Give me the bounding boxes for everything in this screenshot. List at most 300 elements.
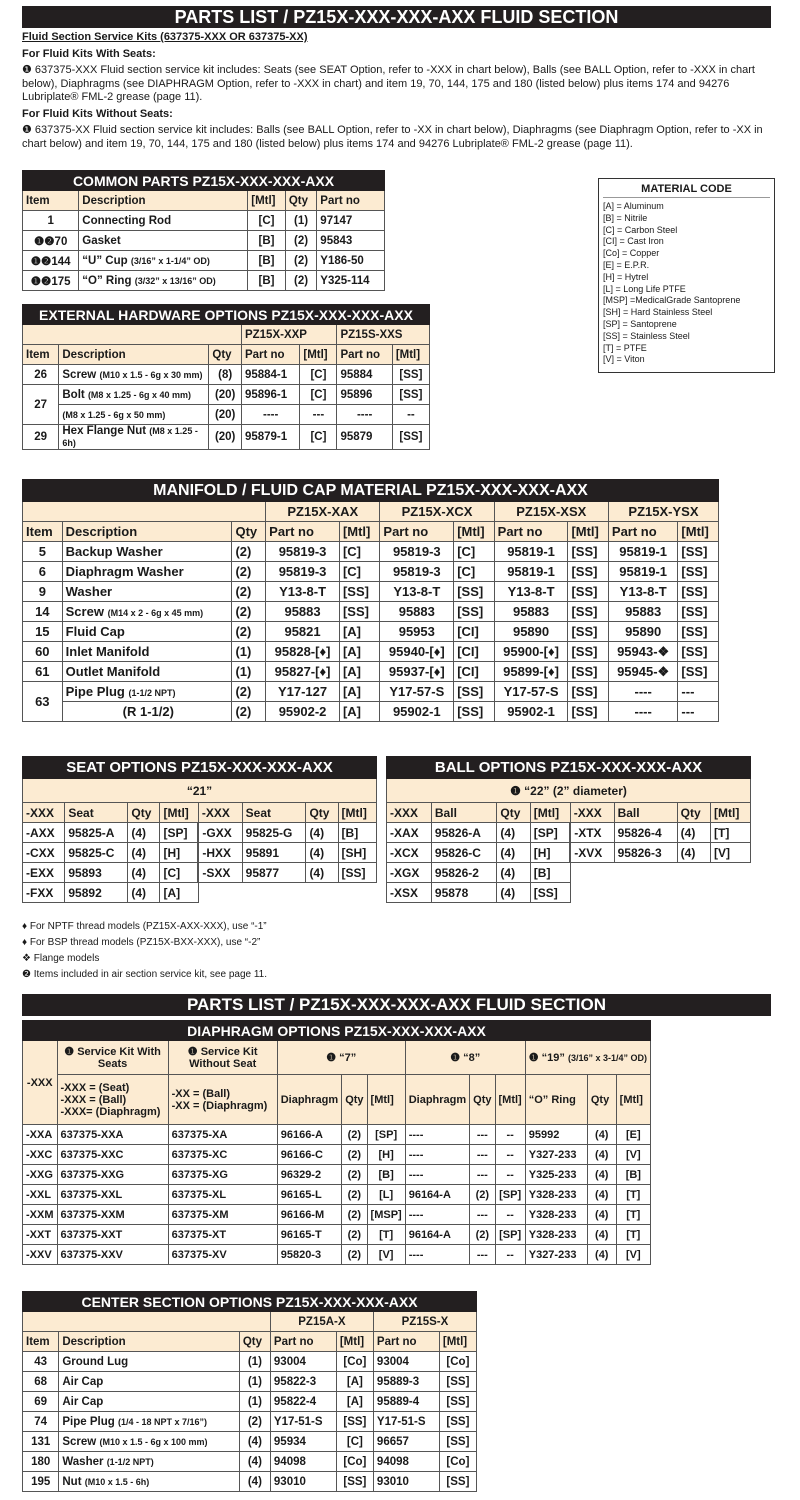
seat-header: Qty bbox=[306, 803, 338, 823]
qty: (2) bbox=[285, 271, 316, 291]
h-oring-19: “O” Ring bbox=[525, 1075, 587, 1125]
table-row bbox=[23, 642, 719, 662]
ball-cell: [B] bbox=[530, 863, 570, 883]
item-no: 14 bbox=[23, 602, 63, 622]
ball-cell: 95826-2 bbox=[431, 863, 497, 883]
part-no: Y17-51-S bbox=[270, 1412, 336, 1432]
part-no: [C] bbox=[454, 542, 494, 562]
desc-label: Screw bbox=[62, 368, 97, 381]
part-no: [SS] bbox=[454, 702, 494, 722]
description bbox=[62, 662, 232, 682]
manifold-table bbox=[22, 479, 719, 722]
desc-spec: (1-1/2 NPT) bbox=[128, 688, 176, 698]
part-no: [SS] bbox=[678, 662, 719, 682]
diaphragm-cell: 637375-XL bbox=[168, 1185, 277, 1205]
material: 95940-[♦] bbox=[380, 642, 454, 662]
diaphragm-cell: (4) bbox=[587, 1145, 616, 1165]
part-no: [SS] bbox=[568, 622, 608, 642]
group-19-spec: (3/16” x 3-1/4” OD) bbox=[567, 1053, 647, 1063]
qty: (2) bbox=[285, 231, 316, 251]
diaphragm-cell: [T] bbox=[616, 1205, 650, 1225]
seat-cell: -CXX bbox=[23, 843, 65, 863]
part-no: Y17-51-S bbox=[373, 1412, 439, 1432]
material: 95828-[♦] bbox=[266, 642, 340, 662]
center-group1: PZ15A-X bbox=[270, 1312, 373, 1332]
part-no: 93010 bbox=[270, 1472, 336, 1492]
item-no: 5 bbox=[23, 542, 63, 562]
cell-m1: [C] bbox=[300, 385, 337, 405]
cell-p1: 95896-1 bbox=[241, 385, 299, 405]
material: [Co] bbox=[439, 1352, 476, 1372]
desc-label: Gasket bbox=[82, 234, 121, 247]
material-code-item: [A] = Aluminum bbox=[603, 201, 664, 211]
desc-spec: (M8 x 1.25 - 6g x 40 mm) bbox=[87, 389, 191, 400]
cell-m2: -- bbox=[392, 405, 429, 425]
eh-group1: PZ15X-XXP bbox=[241, 325, 337, 345]
diaphragm-cell: 637375-XA bbox=[168, 1125, 277, 1145]
ball-cell: -XTX bbox=[570, 823, 614, 843]
without-note-2: -XX = (Diaphragm) bbox=[171, 1099, 268, 1112]
desc-label: Backup Washer bbox=[65, 544, 163, 559]
part-no: Y325-114 bbox=[317, 271, 385, 291]
diaphragm-cell: --- bbox=[470, 1125, 495, 1145]
ct-header: [Mtl] bbox=[336, 1332, 373, 1352]
cell-p2: 95896 bbox=[337, 385, 392, 405]
diaphragm-cell: -XXA bbox=[23, 1125, 58, 1145]
part-no: (2) bbox=[232, 602, 266, 622]
ball-cell: 95878 bbox=[431, 883, 497, 903]
ball-header: Ball bbox=[431, 803, 497, 823]
part-no: [SS] bbox=[678, 582, 719, 602]
diaphragm-cell: [T] bbox=[616, 1185, 650, 1205]
seat-cell: [C] bbox=[160, 863, 198, 883]
part-no: (2) bbox=[232, 682, 266, 702]
seat-cell: 95825-G bbox=[242, 823, 306, 843]
table-row bbox=[23, 823, 377, 843]
with-note-3: -XXX= (Diaphragm) bbox=[60, 1105, 161, 1118]
part-no: [C] bbox=[339, 562, 379, 582]
part-no: [SS] bbox=[678, 542, 719, 562]
material-code-item: [MSP] =MedicalGrade Santoprene bbox=[603, 295, 741, 306]
description bbox=[62, 542, 232, 562]
material: 95945-❖ bbox=[608, 662, 678, 682]
material-code-item: [L] = Long Life PTFE bbox=[603, 283, 686, 294]
diaphragm-cell: (4) bbox=[587, 1205, 616, 1225]
diaphragm-cell: (4) bbox=[587, 1185, 616, 1205]
ball-cell bbox=[570, 863, 614, 883]
with-seat-notes bbox=[57, 1075, 168, 1125]
material: 95890 bbox=[494, 622, 568, 642]
diaphragm-cell: 637375-XXA bbox=[57, 1125, 168, 1145]
desc-spec: (1/4 - 18 NPT x 7/16”) bbox=[117, 1416, 208, 1427]
diaphragm-cell: 637375-XC bbox=[168, 1145, 277, 1165]
item-no: 60 bbox=[23, 642, 63, 662]
kit-without-seat: ❶ Service Kit Without Seat bbox=[168, 1041, 277, 1075]
diaphragm-cell: (2) bbox=[342, 1245, 367, 1265]
part-no: [SS] bbox=[339, 602, 379, 622]
part-no: 94098 bbox=[270, 1452, 336, 1472]
diaphragm-cell: Y328-233 bbox=[525, 1185, 587, 1205]
diaphragm-cell: 96329-2 bbox=[277, 1165, 341, 1185]
cell-qty: (8) bbox=[209, 365, 242, 385]
cp-header: Description bbox=[79, 191, 248, 211]
material: 95900-[♦] bbox=[494, 642, 568, 662]
part-no: (2) bbox=[232, 622, 266, 642]
description bbox=[59, 1352, 240, 1372]
material: Y17-57-S bbox=[494, 682, 568, 702]
diaphragm-cell: 96166-C bbox=[277, 1145, 341, 1165]
part-no: (2) bbox=[232, 582, 266, 602]
part-no: [A] bbox=[339, 682, 379, 702]
ball-cell: (4) bbox=[677, 823, 710, 843]
material: Y17-57-S bbox=[380, 682, 454, 702]
with-note-1: -XXX = (Seat) bbox=[60, 1081, 130, 1094]
part-no: [SS] bbox=[678, 562, 719, 582]
diaphragm-cell: -- bbox=[495, 1145, 525, 1165]
h-mtl-19: [Mtl] bbox=[616, 1075, 650, 1125]
ball-cell: -XCX bbox=[387, 843, 432, 863]
item-no: 26 bbox=[23, 365, 59, 385]
eh-header: Qty bbox=[209, 345, 242, 365]
table-row bbox=[23, 1452, 477, 1472]
description bbox=[62, 582, 232, 602]
seat-cell: [B] bbox=[338, 823, 376, 843]
ball-cell: (4) bbox=[497, 823, 530, 843]
seat-cell: 95877 bbox=[242, 863, 306, 883]
h-diaphragm-7: Diaphragm bbox=[277, 1075, 341, 1125]
item-no: 68 bbox=[23, 1372, 59, 1392]
description bbox=[59, 1452, 240, 1472]
table-row bbox=[23, 542, 719, 562]
desc-label: Outlet Manifold bbox=[65, 664, 161, 679]
mf-header: [Mtl] bbox=[678, 522, 719, 542]
center-title: CENTER SECTION OPTIONS PZ15X-XXX-XXX-AXX bbox=[23, 1292, 477, 1312]
qty: (4) bbox=[239, 1432, 270, 1452]
diaphragm-cell: Y327-233 bbox=[525, 1245, 587, 1265]
part-no: 95889-4 bbox=[373, 1392, 439, 1412]
material: 95819-1 bbox=[608, 542, 678, 562]
h-qty-7: Qty bbox=[342, 1075, 367, 1125]
item-no: 69 bbox=[23, 1392, 59, 1412]
material: 95902-1 bbox=[494, 702, 568, 722]
diaphragm-cell: -XXM bbox=[23, 1205, 58, 1225]
material: 95953 bbox=[380, 622, 454, 642]
item-no: ❶❷175 bbox=[23, 271, 79, 291]
qty: (1) bbox=[239, 1372, 270, 1392]
item-no: 131 bbox=[23, 1432, 59, 1452]
ball-cell bbox=[677, 863, 710, 883]
desc-label: Nut bbox=[62, 1475, 82, 1488]
desc-spec: (M8 x 1.25 - 6g x 50 mm) bbox=[59, 405, 209, 425]
ct-header: Qty bbox=[239, 1332, 270, 1352]
cell-m2: [SS] bbox=[392, 365, 429, 385]
ball-header: Qty bbox=[677, 803, 710, 823]
table-row bbox=[23, 682, 719, 702]
item-no: 74 bbox=[23, 1412, 59, 1432]
desc-label: Screw bbox=[62, 1435, 97, 1448]
table-row bbox=[23, 365, 430, 385]
eh-header: Description bbox=[59, 345, 209, 365]
diaphragm-cell: (2) bbox=[342, 1125, 367, 1145]
diaphragm-cell: -- bbox=[495, 1205, 525, 1225]
ball-header: -XXX bbox=[570, 803, 614, 823]
ball-cell: (4) bbox=[677, 843, 710, 863]
cell-p1: 95884-1 bbox=[241, 365, 299, 385]
without-seat-notes bbox=[168, 1075, 277, 1125]
seat-cell: -GXX bbox=[198, 823, 242, 843]
diaphragm-cell: -XXL bbox=[23, 1185, 58, 1205]
without-note-1: -XX = (Ball) bbox=[171, 1087, 231, 1100]
ball-cell: [SS] bbox=[530, 883, 570, 903]
part-no: 96657 bbox=[373, 1432, 439, 1452]
description bbox=[59, 1392, 240, 1412]
part-no: [A] bbox=[339, 662, 379, 682]
seat-cell: [SS] bbox=[338, 863, 376, 883]
diaphragm-cell: (4) bbox=[587, 1165, 616, 1185]
table-row bbox=[23, 1205, 651, 1225]
group-7: ❶ “7” bbox=[277, 1041, 405, 1075]
with-note-2: -XXX = (Ball) bbox=[60, 1093, 127, 1106]
ball-title: BALL OPTIONS PZ15X-XXX-XXX-AXX bbox=[387, 757, 751, 779]
seat-cell: (4) bbox=[306, 863, 338, 883]
material-code-item: [T] = PTFE bbox=[603, 342, 647, 353]
diaphragm-cell: 637375-XG bbox=[168, 1165, 277, 1185]
seat-cell bbox=[198, 883, 242, 903]
diaphragm-cell: [V] bbox=[367, 1245, 405, 1265]
ball-cell bbox=[614, 863, 677, 883]
desc-spec: (3/32” x 13/16” OD) bbox=[134, 275, 216, 286]
mf-header: Part no bbox=[380, 522, 454, 542]
item-no: 6 bbox=[23, 562, 63, 582]
ball-cell: 95826-A bbox=[431, 823, 497, 843]
item-no: 27 bbox=[23, 385, 59, 425]
material: [B] bbox=[248, 251, 286, 271]
description bbox=[59, 365, 209, 385]
ball-header: Qty bbox=[497, 803, 530, 823]
ball-header: [Mtl] bbox=[711, 803, 751, 823]
seat-cell: (4) bbox=[306, 843, 338, 863]
item-no: 43 bbox=[23, 1352, 59, 1372]
part-no: [SS] bbox=[568, 682, 608, 702]
desc-label: Washer bbox=[62, 1455, 104, 1468]
seat-header: [Mtl] bbox=[338, 803, 376, 823]
without-seats-heading: For Fluid Kits Without Seats: bbox=[22, 107, 173, 120]
description bbox=[79, 251, 248, 271]
spacer bbox=[23, 502, 266, 522]
material: 95899-[♦] bbox=[494, 662, 568, 682]
material-code-item: [C] = Carbon Steel bbox=[603, 224, 678, 235]
material: 95819-3 bbox=[380, 542, 454, 562]
diaphragm-cell: ---- bbox=[405, 1205, 469, 1225]
ball-header: [Mtl] bbox=[530, 803, 570, 823]
mf-header: Item bbox=[23, 522, 63, 542]
seat-cell: 95825-C bbox=[65, 843, 128, 863]
diaphragm-cell: -XXV bbox=[23, 1245, 58, 1265]
diaphragm-cell: ---- bbox=[405, 1145, 469, 1165]
material: 95883 bbox=[608, 602, 678, 622]
table-row bbox=[23, 251, 385, 271]
ball-options-table bbox=[386, 756, 751, 903]
diaphragm-cell: 96165-L bbox=[277, 1185, 341, 1205]
material: ---- bbox=[608, 682, 678, 702]
desc-spec: (M8 x 1.25 - 6h) bbox=[62, 426, 198, 448]
diaphragm-cell: 637375-XXL bbox=[57, 1185, 168, 1205]
description bbox=[59, 385, 209, 405]
diaphragm-cell: Y328-233 bbox=[525, 1225, 587, 1245]
ball-cell: (4) bbox=[497, 863, 530, 883]
ball-subtitle: ❶ “22” (2” diameter) bbox=[387, 779, 751, 803]
diaphragm-cell: --- bbox=[470, 1205, 495, 1225]
seat-cell: (4) bbox=[128, 823, 160, 843]
manifold-group: PZ15X-XSX bbox=[494, 502, 608, 522]
cell-m1: [C] bbox=[300, 425, 337, 450]
part-no: 93010 bbox=[373, 1472, 439, 1492]
desc-spec: (M10 x 1.5 - 6g x 30 mm) bbox=[99, 369, 203, 380]
description bbox=[79, 231, 248, 251]
part-no: (1) bbox=[232, 642, 266, 662]
part-no: [CI] bbox=[454, 642, 494, 662]
eh-header: [Mtl] bbox=[392, 345, 429, 365]
diaphragm-title: DIAPHRAGM OPTIONS PZ15X-XXX-XXX-AXX bbox=[23, 1021, 651, 1041]
diaphragm-col-xxx: -XXX bbox=[23, 1041, 58, 1125]
desc-label: “O” Ring bbox=[82, 274, 132, 287]
seat-cell: (4) bbox=[128, 883, 160, 903]
seat-options-table bbox=[22, 756, 377, 903]
ball-header: Ball bbox=[614, 803, 677, 823]
material: [SS] bbox=[439, 1392, 476, 1412]
seat-cell: 95825-A bbox=[65, 823, 128, 843]
item-no: ❶❷70 bbox=[23, 231, 79, 251]
table-row bbox=[23, 883, 377, 903]
cell-m1: --- bbox=[300, 405, 337, 425]
material: [Co] bbox=[439, 1452, 476, 1472]
ct-header: [Mtl] bbox=[439, 1332, 476, 1352]
part-no: 95822-4 bbox=[270, 1392, 336, 1412]
material: [SS] bbox=[439, 1412, 476, 1432]
qty: (2) bbox=[239, 1412, 270, 1432]
material: [Co] bbox=[336, 1452, 373, 1472]
item-no: 195 bbox=[23, 1472, 59, 1492]
diaphragm-cell: 637375-XXG bbox=[57, 1165, 168, 1185]
ball-cell: 95826-C bbox=[431, 843, 497, 863]
material: 95827-[♦] bbox=[266, 662, 340, 682]
seat-cell: -AXX bbox=[23, 823, 65, 843]
part-no: [SS] bbox=[568, 602, 608, 622]
qty: (1) bbox=[239, 1392, 270, 1412]
seat-cell: [H] bbox=[160, 843, 198, 863]
diaphragm-cell: [L] bbox=[367, 1185, 405, 1205]
material: 95883 bbox=[266, 602, 340, 622]
desc-spec: (M10 x 1.5 - 6h) bbox=[84, 1476, 150, 1487]
diaphragm-cell: ---- bbox=[405, 1245, 469, 1265]
table-row bbox=[23, 1392, 477, 1412]
item-no: 15 bbox=[23, 622, 63, 642]
footnote: ❷ Items included in air section service kit, see page 11. bbox=[22, 969, 268, 980]
cell-p2: 95879 bbox=[337, 425, 392, 450]
material-code-item: [B] = Nitrile bbox=[603, 212, 648, 223]
part-no: [SS] bbox=[454, 582, 494, 602]
diaphragm-cell: -XXC bbox=[23, 1145, 58, 1165]
table-row bbox=[387, 863, 751, 883]
material: 95883 bbox=[380, 602, 454, 622]
cell-qty: (20) bbox=[209, 385, 242, 405]
desc-label: Diaphragm Washer bbox=[65, 564, 184, 579]
table-row bbox=[23, 843, 377, 863]
diaphragm-cell: --- bbox=[470, 1165, 495, 1185]
qty: (2) bbox=[285, 251, 316, 271]
mf-header: Part no bbox=[494, 522, 568, 542]
ball-cell bbox=[711, 863, 751, 883]
material: 95937-[♦] bbox=[380, 662, 454, 682]
material: 95890 bbox=[608, 622, 678, 642]
diaphragm-cell: (2) bbox=[342, 1145, 367, 1165]
description bbox=[59, 1372, 240, 1392]
diaphragm-cell: Y328-233 bbox=[525, 1205, 587, 1225]
table-row bbox=[23, 1472, 477, 1492]
table-row bbox=[23, 1185, 651, 1205]
manifold-title: MANIFOLD / FLUID CAP MATERIAL PZ15X-XXX-XXX-AXX bbox=[23, 480, 719, 502]
part-no: [SS] bbox=[568, 582, 608, 602]
service-kits-heading: Fluid Section Service Kits (637375-XXX OR 637375-XX) bbox=[22, 31, 308, 43]
table-row bbox=[23, 1352, 477, 1372]
material: [C] bbox=[248, 211, 286, 231]
part-no: 95889-3 bbox=[373, 1372, 439, 1392]
diaphragm-cell: [SP] bbox=[495, 1185, 525, 1205]
seat-header: -XXX bbox=[23, 803, 65, 823]
with-seats-heading: For Fluid Kits With Seats: bbox=[22, 47, 156, 60]
cell-qty: (20) bbox=[209, 405, 242, 425]
diaphragm-cell: 96164-A bbox=[405, 1185, 469, 1205]
ball-cell: [V] bbox=[711, 843, 751, 863]
ball-cell bbox=[570, 883, 614, 903]
table-row bbox=[23, 1165, 651, 1185]
part-no: [A] bbox=[339, 622, 379, 642]
ct-header: Part no bbox=[373, 1332, 439, 1352]
diaphragm-cell: -XXT bbox=[23, 1225, 58, 1245]
diaphragm-cell: [H] bbox=[367, 1145, 405, 1165]
cp-header: Qty bbox=[285, 191, 316, 211]
item-no: 61 bbox=[23, 662, 63, 682]
seat-header: -XXX bbox=[198, 803, 242, 823]
seat-cell: (4) bbox=[306, 823, 338, 843]
diaphragm-cell: 637375-XXV bbox=[57, 1245, 168, 1265]
diaphragm-cell: --- bbox=[470, 1245, 495, 1265]
material: 95883 bbox=[494, 602, 568, 622]
part-no: [C] bbox=[339, 542, 379, 562]
mf-header: [Mtl] bbox=[454, 522, 494, 542]
part-no: [SS] bbox=[568, 562, 608, 582]
diaphragm-cell: ---- bbox=[405, 1165, 469, 1185]
diaphragm-cell: (4) bbox=[587, 1245, 616, 1265]
part-no: [CI] bbox=[454, 662, 494, 682]
cp-header: [Mtl] bbox=[248, 191, 286, 211]
material: 95902-2 bbox=[266, 702, 340, 722]
diaphragm-cell: [SP] bbox=[495, 1225, 525, 1245]
item-no: 1 bbox=[23, 211, 79, 231]
part-no: [SS] bbox=[454, 602, 494, 622]
seat-cell bbox=[338, 883, 376, 903]
material: Y13-8-T bbox=[380, 582, 454, 602]
description bbox=[62, 622, 232, 642]
part-no: 97147 bbox=[317, 211, 385, 231]
desc-spec: (R 1-1/2) bbox=[62, 702, 232, 722]
diaphragm-cell: [B] bbox=[367, 1165, 405, 1185]
material: [SS] bbox=[336, 1472, 373, 1492]
h-qty-8: Qty bbox=[470, 1075, 495, 1125]
mf-header: [Mtl] bbox=[568, 522, 608, 542]
part-no: [C] bbox=[454, 562, 494, 582]
qty: (4) bbox=[239, 1472, 270, 1492]
